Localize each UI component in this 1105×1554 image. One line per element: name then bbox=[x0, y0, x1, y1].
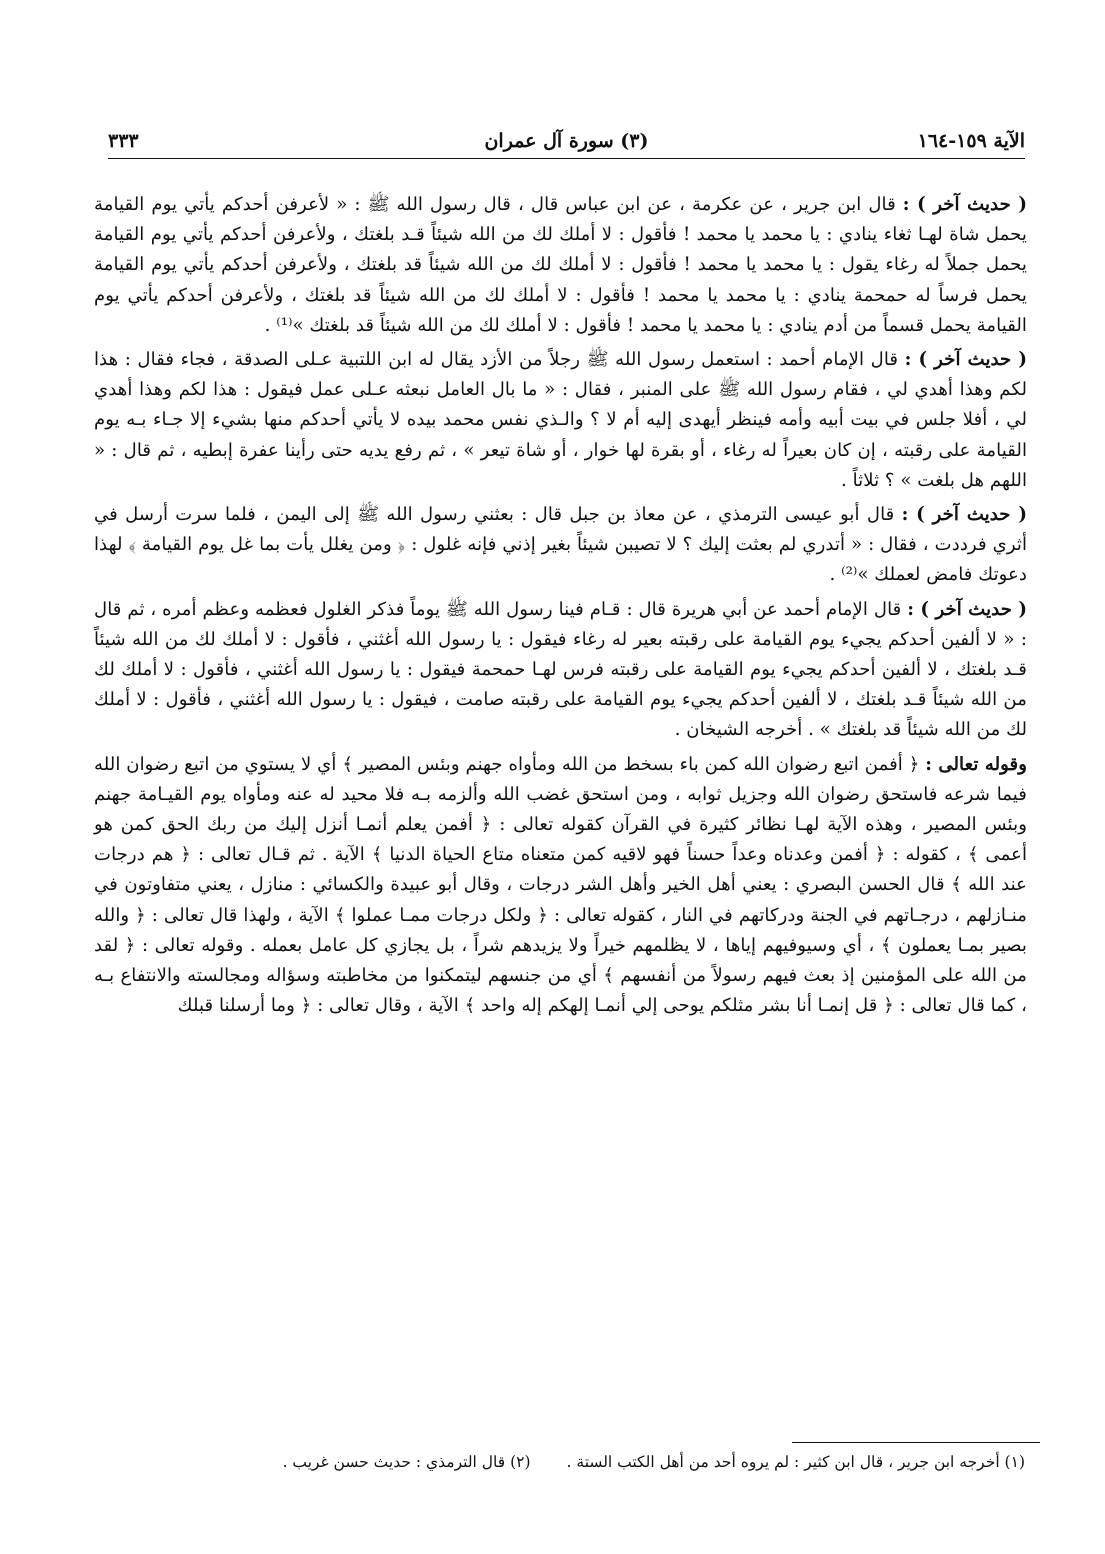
section-label: وقوله تعالى : bbox=[925, 753, 1028, 775]
paragraph bbox=[94, 500, 1027, 591]
verse-range: الآية ١٥٩-١٦٤ bbox=[917, 130, 1025, 152]
section-label: ( حديث آخر ) : bbox=[901, 504, 1027, 526]
paragraph bbox=[94, 345, 1027, 496]
section-label: ( حديث آخر ) : bbox=[907, 598, 1028, 620]
surah-title: (٣) سورة آل عمران bbox=[484, 130, 649, 152]
section-label: ( حديث آخر ) : bbox=[902, 194, 1027, 215]
footnote: (١) أخرجه ابن جرير ، قال ابن كثير : لم يروه أحد من أهل الكتب الستة . bbox=[566, 1453, 1025, 1471]
footnotes bbox=[100, 1450, 1025, 1474]
section-label: ( حديث آخر ) : bbox=[904, 349, 1028, 371]
paragraph-text: قال أبو عيسى الترمذي ، عن معاذ بن جبل قال : بعثني رسول الله ﷺ إلى اليمن ، فلما سرت أرسل في أثري فرددت ، فقال : « أتدري لم بعثت إليك ؟ لا تصيبن شيئاً بغير إذني فإنه غلول : ﴿ ومن يغلل يأت بما غل يوم القيامة ﴾ لهذا دعوتك فامض لعملك »⁽²⁾ . bbox=[94, 504, 1027, 586]
paragraph bbox=[94, 595, 1027, 746]
paragraph-text: ﴿ أفمن اتبع رضوان الله كمن باء بسخط من الله ومأواه جهنم وبئس المصير ﴾ أي لا يستوي من اتبع رضوان الله فيما شرعه فاستحق رضوان الله وجزيل ثوابه ، ومن استحق غضب الله وألزمه بـه فلا محيد له عنه ومأواه يوم القيـامة جهنم وبئس المصير ، وهذه الآية لهـا نظائر كثيرة في القرآن كقوله تعالى : ﴿ أفمن يعلم أنمـا أنزل إليك من ربك الحق كمن هو أعمى ﴾ ، كقوله : ﴿ أفمن وعدناه وعداً حسناً فهو لاقيه كمن متعناه متاع الحياة الدنيا ﴾ الآية . ثم قـال تعالى : ﴿ هم درجات عند الله ﴾ قال الحسن البصري : يعني أهل الخير وأهل الشر درجات ، وقال أبو عبيدة والكسائي : منازل ، يعني متفاوتون في منـازلهم ، درجـاتهم في الجنة ودركاتهم في النار ، كقوله تعالى : ﴿ ولكل درجات ممـا عملوا ﴾ الآية ، ولهذا قال تعالى : ﴿ والله بصير بمـا يعملون ﴾ ، أي وسيوفيهم إياها ، لا يظلمهم خيراً ولا يزيدهم شراً ، بل يجازي كل عامل بعمله . وقوله تعالى : ﴿ لقد من الله على المؤمنين إذ بعث فيهم رسولاً من أنفسهم ﴾ أي من جنسهم ليتمكنوا من مخاطبته وسؤاله ومجالسته والانتفاع بـه ، كما قال تعالى : ﴿ قل إنمـا أنا بشر مثلكم يوحى إلي أنمـا إلهكم إله واحد ﴾ الآية ، وقال تعالى : ﴿ وما أرسلنا قبلك bbox=[94, 753, 1027, 1017]
paragraph-text: قال ابن جرير ، عن عكرمة ، عن ابن عباس قال ، قال رسول الله ﷺ : « لأعرفن أحدكم يأتي يوم القيامة يحمل شاة لهـا ثغاء ينادي : يا محمد يا محمد ! فأقول : لا أملك لك من الله شيئاً قـد بلغتك ، ولأعرفن أحدكم يأتي يوم القيامة يحمل جملاً له رغاء يقول : يا محمد يا محمد ! فأقول : لا أملك لك من الله شيئاً قد بلغتك ، ولأعرفن أحدكم يأتي يوم القيامة يحمل فرساً له حمحمة ينادي : يا محمد يا محمد ! فأقول : لا أملك لك من الله شيئاً قد بلغتك ، ولأعرفن أحدكم يأتي يوم القيامة يحمل قسماً من أدم ينادي : يا محمد يا محمد ! فأقول : لا أملك لك من الله شيئاً قد بلغتك »⁽¹⁾ . bbox=[94, 194, 1027, 336]
paragraph-text: قال الإمام أحمد : استعمل رسول الله ﷺ رجلاً من الأزد يقال له ابن اللتبية عـلى الصدقة ، فجاء فقال : هذا لكم وهذا أهدي لي ، فقام رسول الله ﷺ على المنبر ، فقال : « ما بال العامل نبعثه عـلى عمل فيقول : هذا لكم وهذا أهدي لي ، أفلا جلس في بيت أبيه وأمه فينظر أيهدى إليه أم لا ؟ والـذي نفس محمد بيده لا يأتي أحدكم منها بشيء إلا جـاء بـه يوم القيامة على رقبته ، إن كان بعيراً له رغاء ، أو بقرة لها خوار ، أو شاة تيعر » ، ثم رفع يديه حتى رأينا عفرة إبطيه ، ثم قال : « اللهم هل بلغت » ؟ ثلاثاً . bbox=[94, 349, 1027, 491]
paragraph-text: قال الإمام أحمد عن أبي هريرة قال : قـام فينا رسول الله ﷺ يوماً فذكر الغلول فعظمه وعظم أمره ، ثم قال : « لا ألفين أحدكم يجيء يوم القيامة على رقبته بعير له رغاء فيقول : يا رسول الله أغثني ، فأقول : لا أملك لك من الله شيئاً قـد بلغتك ، لا ألفين أحدكم يجيء يوم القيامة على رقبته فرس لهـا حمحمة فيقول : يا رسول الله أغثني ، فأقول : لا أملك لك من الله شيئاً قـد بلغتك ، لا ألفين أحدكم يجيء يوم القيامة على رقبته صامت ، فيقول : يا رسول الله أغثني ، فأقول : لا أملك لك من الله شيئاً قد بلغتك » . أخرجه الشيخان . bbox=[94, 598, 1027, 741]
paragraph bbox=[94, 190, 1027, 341]
page-number: ٣٣٣ bbox=[108, 130, 139, 152]
paragraph bbox=[94, 750, 1027, 1022]
footnote: (٢) قال الترمذي : حديث حسن غريب . bbox=[282, 1453, 531, 1471]
running-header bbox=[108, 124, 1025, 159]
page-body bbox=[94, 190, 1027, 1025]
footnote-separator bbox=[792, 1442, 1040, 1443]
